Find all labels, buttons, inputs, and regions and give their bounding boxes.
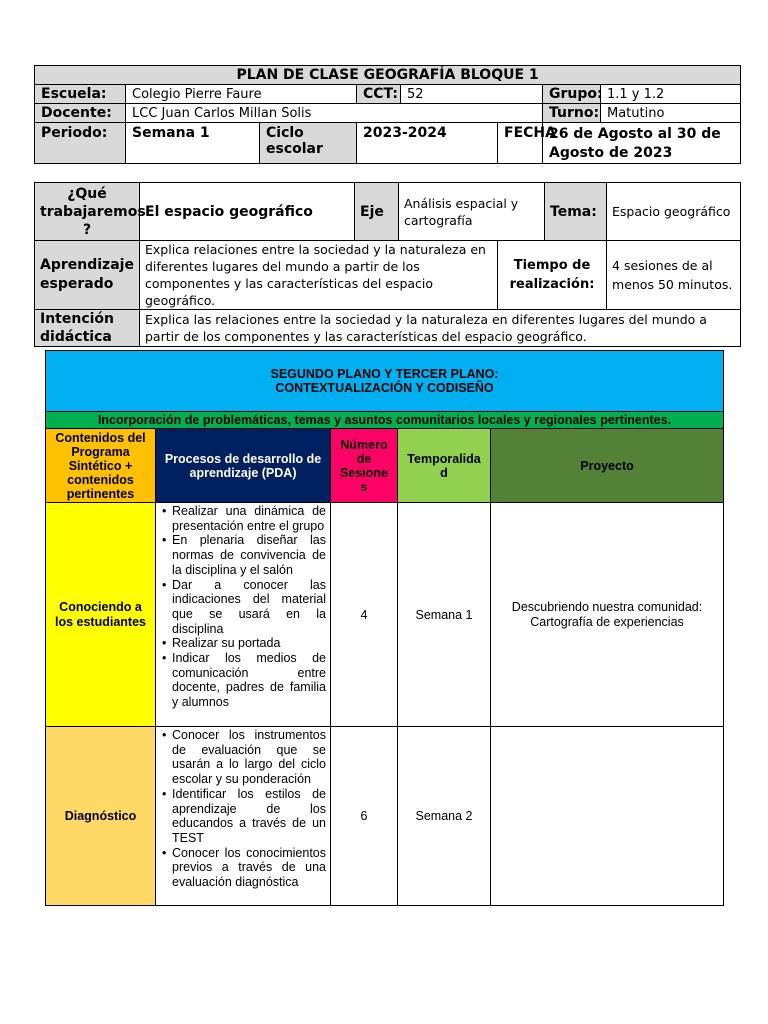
col-contenidos-header: Contenidos del Programa Sintético + contenidos pertinentes: [46, 429, 156, 503]
periodo-label: Periodo:: [35, 123, 126, 164]
tema-value: Espacio geográfico: [607, 183, 741, 241]
header-table: [34, 65, 741, 164]
plan-title-line2: CONTEXTUALIZACIÓN Y CODISEÑO: [275, 381, 494, 395]
plan-subtitle: Incorporación de problemáticas, temas y asuntos comunitarios locales y regionales pertinentes.: [46, 412, 724, 429]
list-item: • En plenaria diseñar las normas de convivencia de la disciplina y el salón: [172, 533, 326, 577]
tiempo-value: 4 sesiones de al menos 50 minutos.: [607, 241, 741, 310]
row-pda: [156, 503, 331, 727]
row-pda: [156, 727, 331, 906]
ciclo-label: Ciclo escolar: [260, 123, 357, 164]
table-row: [46, 503, 724, 727]
list-item: • Conocer los instrumentos de evaluación que se usarán a lo largo del ciclo escolar y su ponderación: [172, 728, 326, 787]
col-temporalidad-header: Temporalida d: [398, 429, 491, 503]
row-proyecto: Descubriendo nuestra comunidad: Cartografía de experiencias: [491, 503, 724, 727]
row-temporalidad: Semana 1: [398, 503, 491, 727]
escuela-value: Colegio Pierre Faure: [126, 85, 357, 104]
cct-value: 52: [401, 85, 543, 104]
cct-label: CCT:: [357, 85, 401, 104]
intencion-value: Explica las relaciones entre la sociedad y la naturaleza en diferentes lugares del mundo a partir de los componentes y las características del espacio geográfico.: [140, 310, 741, 347]
row-temporalidad: Semana 2: [398, 727, 491, 906]
escuela-label: Escuela:: [35, 85, 126, 104]
periodo-value: Semana 1: [126, 123, 260, 164]
turno-label: Turno:: [543, 104, 601, 123]
list-item: • Dar a conocer las indicaciones del material que se usará en la disciplina: [172, 578, 326, 637]
fecha-label: FECHA: [498, 123, 543, 164]
docente-label: Docente:: [35, 104, 126, 123]
row-proyecto: [491, 727, 724, 906]
que-trabajaremos-value: El espacio geográfico: [140, 183, 355, 241]
que-trabajaremos-label: ¿Qué trabajaremos ?: [35, 183, 140, 241]
tiempo-label: Tiempo de realización:: [498, 241, 607, 310]
list-item: • Identificar los estilos de aprendizaje de los educandos a través de un TEST: [172, 787, 326, 846]
docente-value: LCC Juan Carlos Millan Solis: [126, 104, 543, 123]
grupo-value: 1.1 y 1.2: [601, 85, 741, 104]
eje-label: Eje: [355, 183, 399, 241]
plan-title-cell: [46, 351, 724, 412]
grupo-label: Grupo:: [543, 85, 601, 104]
row-sesiones: 4: [331, 503, 398, 727]
col-proyecto-header: Proyecto: [491, 429, 724, 503]
row-contenido: Conociendo a los estudiantes: [46, 503, 156, 727]
col-pda-header: Procesos de desarrollo de aprendizaje (PDA): [156, 429, 331, 503]
info-table: [34, 182, 741, 347]
ciclo-value: 2023-2024: [357, 123, 498, 164]
tema-label: Tema:: [545, 183, 607, 241]
eje-value: Análisis espacial y cartografía: [399, 183, 545, 241]
plan-title-line1: SEGUNDO PLANO Y TERCER PLANO:: [270, 367, 499, 381]
list-item: • Realizar una dinámica de presentación entre el grupo: [172, 504, 326, 533]
list-item: • Indicar los medios de comunicación entre docente, padres de familia y alumnos: [172, 651, 326, 710]
aprendizaje-value: Explica relaciones entre la sociedad y la naturaleza en diferentes lugares del mundo a partir de los componentes y las características del espacio geográfico.: [140, 241, 498, 310]
row-sesiones: 6: [331, 727, 398, 906]
table-row: [46, 727, 724, 906]
list-item: • Conocer los conocimientos previos a través de una evaluación diagnóstica: [172, 846, 326, 890]
turno-value: Matutino: [601, 104, 741, 123]
fecha-value: 26 de Agosto al 30 de Agosto de 2023: [543, 123, 741, 164]
aprendizaje-label: Aprendizaje esperado: [35, 241, 140, 310]
plan-table: [45, 350, 724, 906]
intencion-label: Intención didáctica: [35, 310, 140, 347]
row-contenido: Diagnóstico: [46, 727, 156, 906]
list-item: • Realizar su portada: [172, 636, 326, 651]
plan-title: PLAN DE CLASE GEOGRAFÍA BLOQUE 1: [35, 66, 741, 85]
col-sesiones-header: Número de Sesione s: [331, 429, 398, 503]
